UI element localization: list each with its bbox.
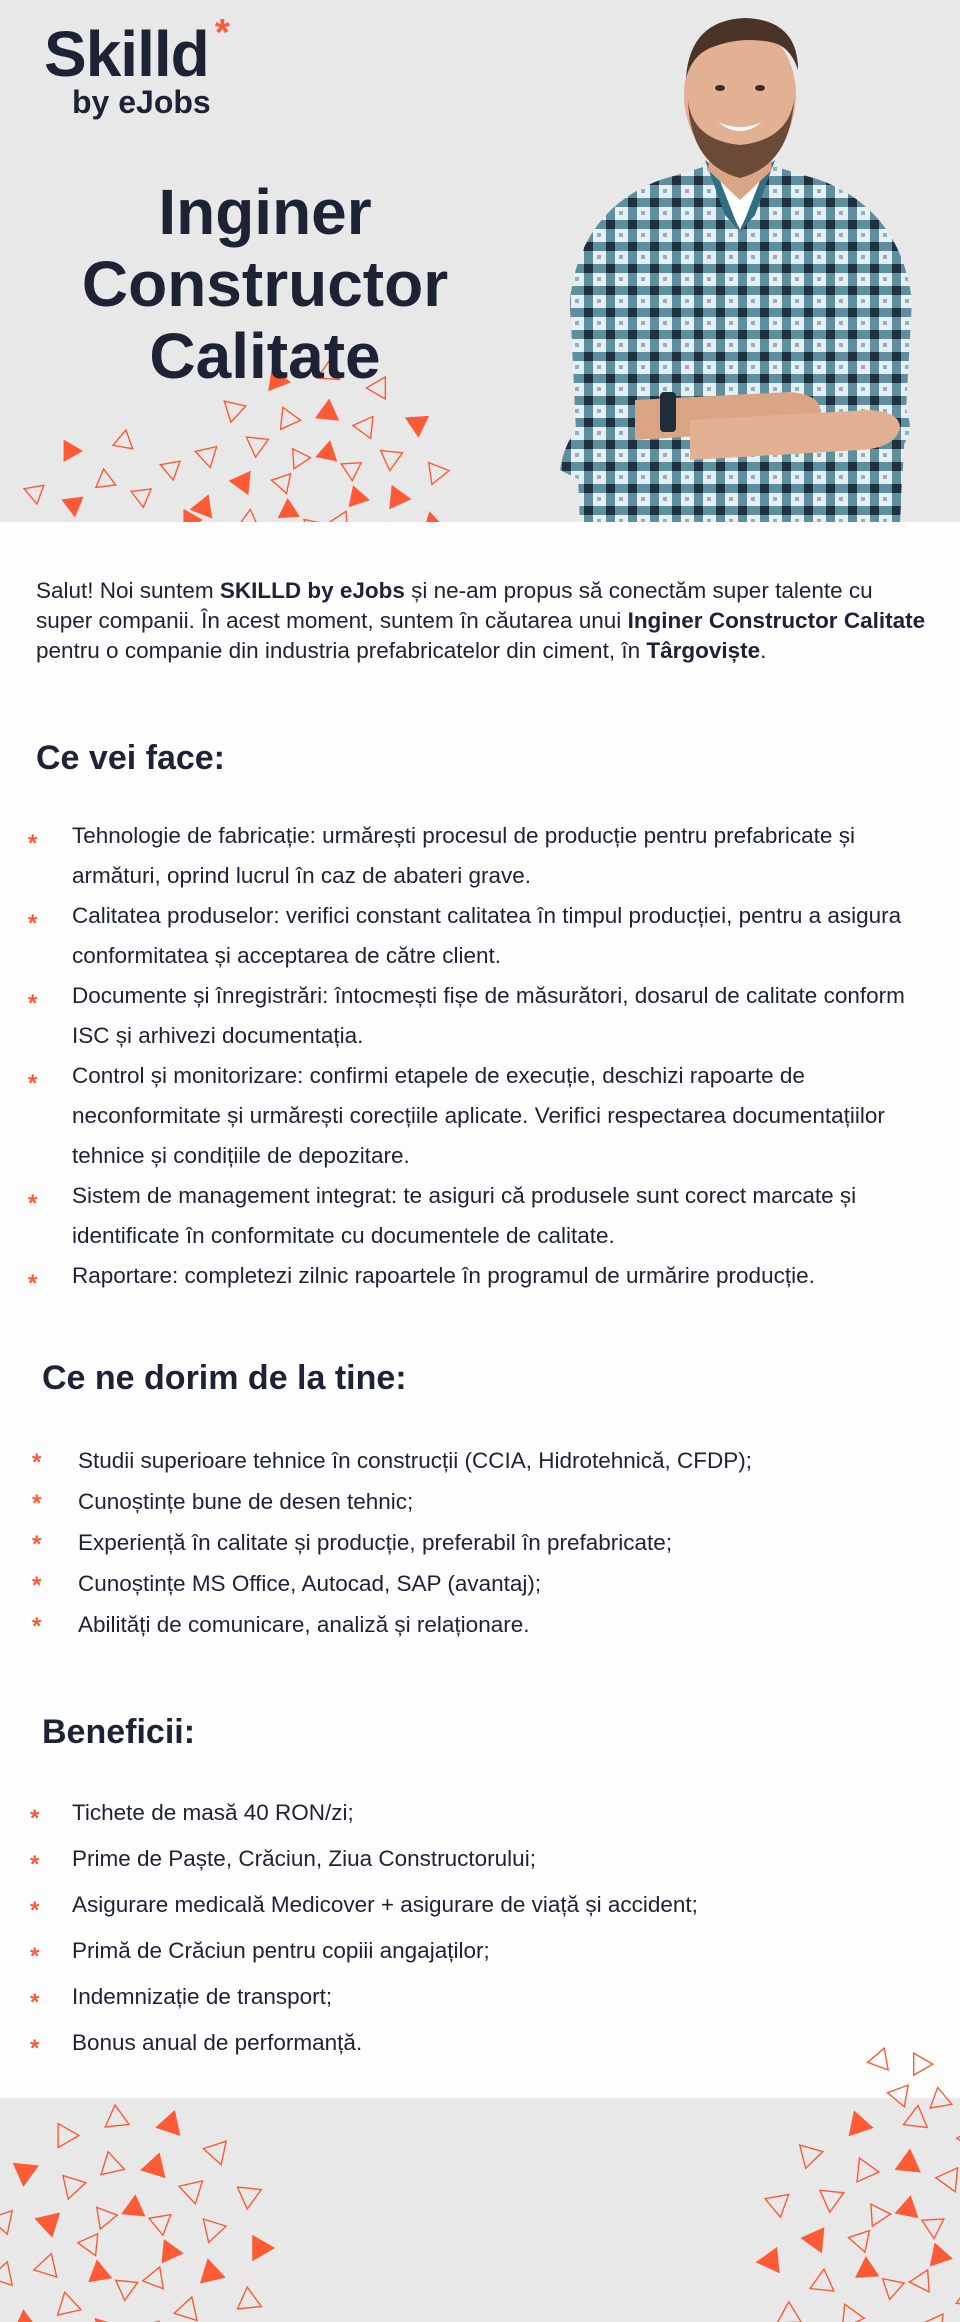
triangle-shape [203, 2214, 229, 2242]
company-name: SKILLD by eJobs [219, 578, 405, 603]
triangle-shape [114, 2280, 138, 2301]
triangle-shape [273, 403, 301, 429]
triangle-shape [771, 2302, 801, 2322]
asterisk-icon: * [32, 1490, 42, 1517]
triangle-shape [96, 2149, 124, 2175]
triangle-shape [59, 491, 83, 516]
triangle-shape [7, 2154, 38, 2186]
triangle-shape [846, 2227, 869, 2252]
asterisk-icon: * [30, 1805, 40, 1832]
triangle-shape [103, 2104, 129, 2127]
triangle-shape [122, 2195, 146, 2216]
decorative-triangles [0, 2098, 960, 2322]
list-item: * Experiență în calitate și producție, preferabil în prefabricate; [78, 1522, 928, 1563]
asterisk-icon: * [30, 1851, 40, 1878]
triangle-shape [54, 2167, 86, 2199]
triangle-shape [896, 2149, 922, 2172]
asterisk-icon: * [32, 1531, 42, 1558]
city-name: Târgoviște [646, 638, 761, 663]
man-photo [540, 0, 930, 522]
benefits-list [30, 1790, 922, 2066]
list-item: * Studii superioare tehnice în construcții (CCIA, Hidrotehnică, CFDP); [78, 1440, 928, 1481]
triangle-shape [867, 2044, 894, 2069]
job-title: Inginer Constructor Calitate [81, 176, 449, 392]
triangle-shape [341, 454, 366, 480]
asterisk-icon: * [28, 1270, 38, 1297]
triangle-shape [329, 511, 355, 522]
triangle-shape [390, 486, 411, 510]
list-item: * Control și monitorizare: confirmi etapele de execuție, deschizi rapoarte de neconformitate și urmărești corecțiile aplicate. Verifici respectarea documentațiilor tehnice și condițiile de depozitare. [28, 1063, 885, 1168]
asterisk-icon: * [28, 990, 38, 1017]
benefits-heading: Beneficii: [42, 1713, 196, 1751]
triangle-shape [0, 2206, 12, 2234]
triangle-shape [349, 487, 370, 510]
asterisk-icon: * [28, 830, 38, 857]
asterisk-icon: * [30, 1943, 40, 1970]
triangle-shape [143, 2267, 172, 2296]
asterisk-icon: * [30, 1989, 40, 2016]
list-item: * Tehnologie de fabricație: urmărești procesul de producție pentru prefabricate și armături, oprind lucrul în caz de abateri grave. [28, 823, 855, 888]
triangle-shape [931, 2244, 954, 2269]
hero-banner [0, 0, 960, 522]
triangle-shape [82, 2261, 111, 2290]
triangle-shape [922, 2210, 950, 2239]
asterisk-icon: * [32, 1572, 42, 1599]
role-name: Inginer Constructor Calitate [627, 608, 926, 633]
triangle-shape [833, 2304, 865, 2322]
asterisk-icon: * [30, 1897, 40, 1924]
triangle-shape [179, 2172, 211, 2204]
triangle-shape [162, 2240, 183, 2264]
triangle-shape [77, 2232, 98, 2256]
triangle-shape [423, 512, 448, 522]
list-item: * Primă de Crăciun pentru copiii angajaților; [72, 1928, 922, 1974]
triangle-shape [317, 440, 340, 461]
triangle-shape [756, 2248, 779, 2274]
triangle-shape [113, 428, 136, 449]
triangle-shape [203, 2133, 235, 2165]
tasks-heading: Ce vei face: [36, 739, 225, 777]
list-item: * Indemnizație de transport; [72, 1974, 922, 2020]
list-item: * Raportare: completezi zilnic rapoartele în programul de urmărire producție. [72, 1256, 932, 1296]
requirements-heading: Ce ne dorim de la tine: [42, 1359, 407, 1397]
asterisk-icon: * [28, 1190, 38, 1217]
logo-asterisk: * [214, 12, 229, 54]
list-item: * Abilități de comunicare, analiză și relaționare. [78, 1604, 928, 1645]
triangle-shape [240, 428, 268, 457]
triangle-shape [237, 2287, 266, 2317]
triangle-shape [160, 454, 186, 480]
list-item: * Asigurare medicală Medicover + asigurare de viață și accident; [72, 1882, 922, 1928]
asterisk-icon: * [32, 1449, 42, 1476]
triangle-shape [848, 2153, 878, 2182]
asterisk-icon: * [32, 1613, 42, 1640]
list-item: * Calitatea produselor: verifici constant calitatea în timpul producției, pentru a asigura conformitatea și acceptarea de către client. [28, 903, 902, 968]
triangle-shape [887, 2085, 914, 2110]
list-item: * Sistem de management integrat: te asiguri că produsele sunt corect marcate și identificate în conformitate cu documentele de calitate. [28, 1183, 857, 1248]
triangle-shape [237, 2179, 266, 2209]
triangle-shape [229, 470, 250, 494]
requirements-list [32, 1440, 928, 1645]
triangle-shape [904, 2048, 933, 2075]
triangle-shape [48, 2118, 79, 2148]
list-item: * Cunoștințe bune de desen tehnic; [78, 1481, 928, 1522]
skilld-logo [44, 12, 229, 120]
triangle-shape [157, 2108, 186, 2135]
triangle-shape [149, 2206, 178, 2235]
triangle-shape [813, 2181, 844, 2213]
asterisk-icon: * [28, 1070, 38, 1097]
triangle-shape [879, 2279, 904, 2302]
triangle-shape [761, 2187, 789, 2217]
list-item: * Cunoștințe MS Office, Autocad, SAP (avantaj); [78, 1563, 928, 1604]
triangle-shape [921, 2314, 951, 2322]
triangle-shape [142, 2150, 171, 2177]
triangle-shape [21, 479, 44, 504]
triangle-shape [7, 2311, 38, 2322]
list-item: * Prime de Paște, Crăciun, Ziua Constructorului; [72, 1836, 922, 1882]
asterisk-icon: * [30, 2035, 40, 2062]
triangle-shape [0, 2262, 12, 2290]
triangle-shape [233, 509, 259, 522]
triangle-shape [88, 2200, 117, 2229]
triangle-shape [273, 499, 298, 522]
triangle-shape [353, 410, 382, 438]
triangle-shape [174, 2297, 206, 2322]
logo-brand: Skilld * [44, 12, 229, 90]
triangle-shape [32, 2207, 59, 2236]
triangle-shape [956, 2284, 960, 2316]
footer-band [0, 2098, 960, 2322]
triangle-shape [56, 436, 82, 461]
triangle-shape [406, 407, 434, 436]
triangle-shape [805, 2269, 834, 2299]
triangle-shape [930, 2087, 955, 2114]
triangle-shape [300, 519, 323, 522]
triangle-shape [217, 393, 246, 422]
triangle-shape [94, 468, 116, 488]
triangle-shape [791, 2137, 823, 2169]
intro-paragraph: Salut! Noi suntem SKILLD by eJobs și ne-am propus să conectăm super talente cu super companii. În acest moment, suntem în căutarea unui Inginer Constructor Calitate pentru o companie din industria prefabricatelor din ciment, în Târgoviște. [36, 578, 926, 663]
triangle-shape [192, 441, 217, 468]
triangle-shape [284, 443, 310, 468]
triangle-shape [31, 2254, 57, 2282]
triangle-shape [801, 2226, 824, 2252]
triangle-shape [429, 460, 451, 485]
triangle-shape [896, 2194, 921, 2217]
triangle-shape [49, 2292, 81, 2322]
list-item: * Documente și înregistrări: întocmești fișe de măsurători, dosarul de calitate conform ISC și arhivezi documentația. [28, 983, 905, 1048]
triangle-shape [201, 2260, 228, 2289]
list-item: * Bonus anual de performanță. [72, 2020, 922, 2066]
triangle-shape [270, 470, 291, 493]
triangle-shape [131, 481, 157, 507]
logo-sub: by eJobs [72, 84, 211, 120]
triangle-shape [862, 2198, 891, 2226]
tasks-list [28, 816, 932, 1297]
triangle-shape [850, 2257, 878, 2286]
triangle-shape [936, 2161, 960, 2192]
asterisk-icon: * [28, 910, 38, 937]
triangle-shape [909, 2270, 938, 2298]
decorative-triangles [840, 2040, 960, 2120]
triangle-shape [381, 443, 407, 471]
list-item: * Tichete de masă 40 RON/zi; [72, 1790, 922, 1836]
triangle-shape [316, 399, 340, 420]
triangle-shape [253, 2236, 274, 2260]
